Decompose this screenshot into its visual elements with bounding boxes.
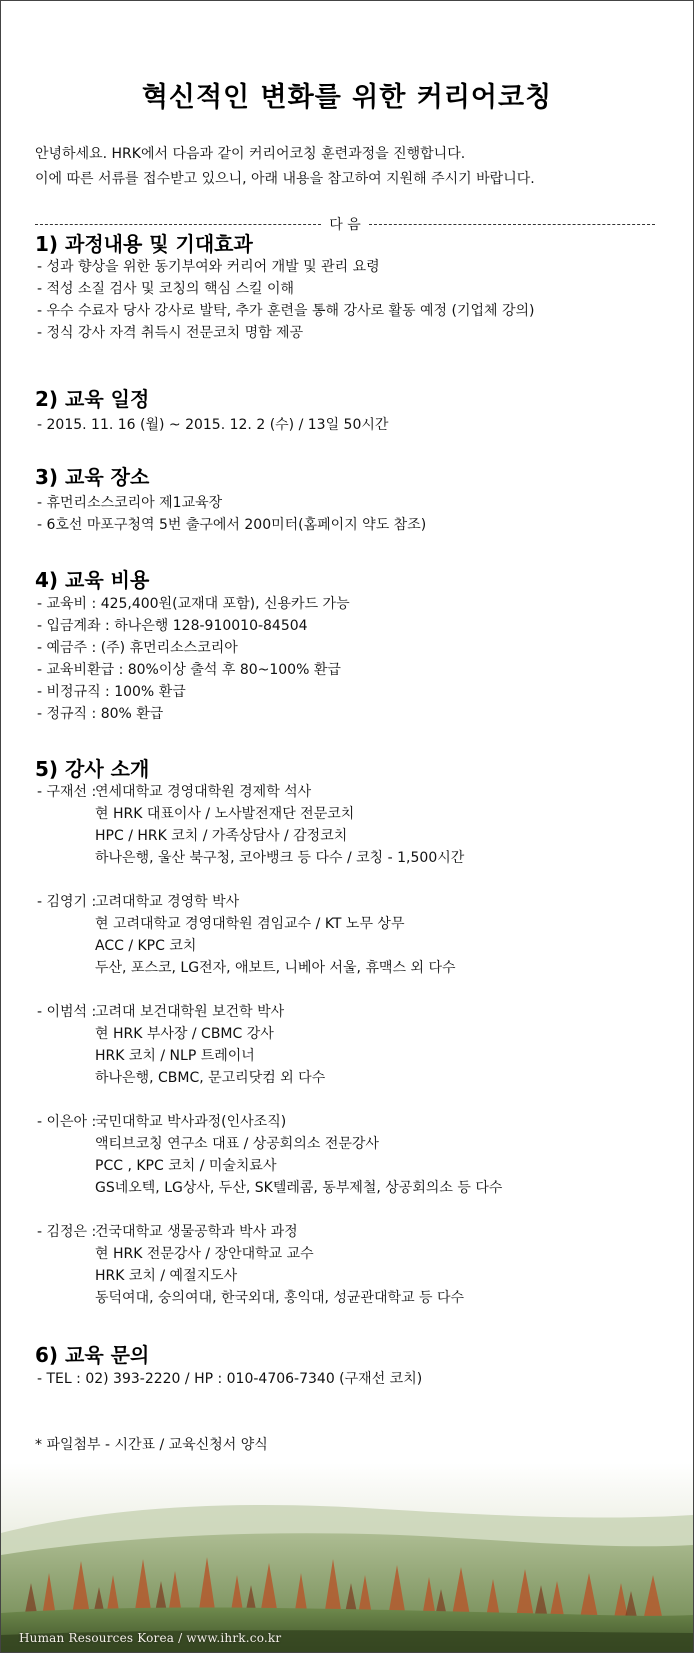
divider-dash-right [369, 224, 655, 225]
location-list [37, 492, 426, 536]
list-item: - 성과 향상을 위한 동기부여와 커리어 개발 및 관리 요령 [37, 259, 380, 275]
instructor-line: 동덕여대, 숭의여대, 한국외대, 홍익대, 성균관대학교 등 다수 [95, 1290, 465, 1306]
instructor-name: - 이범석 : [37, 1004, 97, 1020]
instructor-line: 두산, 포스코, LG전자, 애보트, 니베아 서울, 휴맥스 외 다수 [95, 960, 456, 976]
list-item: - 예금주 : (주) 휴먼리소스코리아 [37, 640, 238, 656]
list-item: - 2015. 11. 16 (월) ~ 2015. 12. 2 (수) / 13일 50시간 [37, 417, 389, 433]
section-heading-instructors: 5) 강사 소개 [35, 757, 150, 781]
list-item: - 비정규직 : 100% 환급 [37, 684, 186, 700]
instructor-line: PCC , KPC 코치 / 미술치료사 [95, 1158, 277, 1174]
instructor-line: 국민대학교 박사과정(인사조직) [95, 1114, 287, 1130]
instructor-line: 고려대 보건대학원 보건학 박사 [95, 1004, 285, 1020]
instructor-line: 현 HRK 전문강사 / 장안대학교 교수 [95, 1246, 314, 1262]
section-heading-schedule: 2) 교육 일정 [35, 387, 150, 411]
course-list [37, 256, 535, 344]
instructor-name: - 김영기 : [37, 894, 97, 910]
inquiry-list [37, 1368, 422, 1390]
section-heading-course: 1) 과정내용 및 기대효과 [35, 232, 253, 256]
instructor-line: 건국대학교 생물공학과 박사 과정 [95, 1224, 298, 1240]
list-item: - 적성 소질 검사 및 코칭의 핵심 스킬 이해 [37, 281, 295, 297]
instructor-name: - 구재선 : [37, 784, 97, 800]
intro-line-1: 안녕하세요. HRK에서 다음과 같이 커리어코칭 훈련과정을 진행합니다. [35, 146, 466, 162]
instructor-block [37, 1221, 464, 1309]
divider-label: 다 음 [329, 217, 361, 233]
page-title: 혁신적인 변화를 위한 커리어코칭 [141, 82, 553, 113]
list-item: - 휴먼리소스코리아 제1교육장 [37, 495, 223, 511]
instructor-line: HRK 코치 / 예절지도사 [95, 1268, 238, 1284]
instructor-block [37, 891, 456, 979]
instructor-line: 액티브코칭 연구소 대표 / 상공회의소 전문강사 [95, 1136, 379, 1152]
section-heading-location: 3) 교육 장소 [35, 465, 150, 489]
instructor-line: HPC / HRK 코치 / 가족상담사 / 감정코치 [95, 828, 348, 844]
schedule-list [37, 414, 388, 436]
section-heading-inquiry: 6) 교육 문의 [35, 1343, 150, 1367]
instructor-block [37, 1001, 325, 1089]
attachment-note: * 파일첨부 - 시간표 / 교육신청서 양식 [35, 1437, 268, 1453]
list-item: - 6호선 마포구청역 5번 출구에서 200미터(홈페이지 약도 참조) [37, 517, 427, 533]
list-item: - 교육비 : 425,400원(교재대 포함), 신용카드 가능 [37, 596, 350, 612]
instructor-line: GS네오텍, LG상사, 두산, SK텔레콤, 동부제철, 상공회의소 등 다수 [95, 1180, 503, 1196]
instructor-line: 현 HRK 대표이사 / 노사발전재단 전문코치 [95, 806, 355, 822]
intro-line-2: 이에 따른 서류를 접수받고 있으니, 아래 내용을 참고하여 지원해 주시기 바랍니다. [35, 171, 535, 187]
instructor-line: 하나은행, 울산 북구청, 코아뱅크 등 다수 / 코칭 - 1,500시간 [95, 850, 465, 866]
cost-list [37, 593, 350, 725]
instructor-block [37, 781, 464, 869]
list-item: - 교육비환급 : 80%이상 출석 후 80~100% 환급 [37, 662, 341, 678]
instructor-line: 연세대학교 경영대학원 경제학 석사 [95, 784, 312, 800]
forest-landscape-image [1, 1463, 693, 1652]
section-heading-cost: 4) 교육 비용 [35, 568, 150, 592]
instructor-line: HRK 코치 / NLP 트레이너 [95, 1048, 255, 1064]
landscape-banner [1, 1463, 693, 1652]
instructor-line: ACC / KPC 코치 [95, 938, 197, 954]
instructor-name: - 김정은 : [37, 1224, 97, 1240]
divider-dash-left [35, 224, 321, 225]
intro-text [35, 142, 535, 192]
banner-caption: Human Resources Korea / www.ihrk.co.kr [19, 1631, 282, 1645]
instructor-line: 현 고려대학교 경영대학원 겸임교수 / KT 노무 상무 [95, 916, 405, 932]
instructor-name: - 이은아 : [37, 1114, 97, 1130]
instructor-line: 현 HRK 부사장 / CBMC 강사 [95, 1026, 274, 1042]
list-item: - 우수 수료자 당사 강사로 발탁, 추가 훈련을 통해 강사로 활동 예정 (기업체 강의) [37, 303, 535, 319]
list-item: - 입금계좌 : 하나은행 128-910010-84504 [37, 618, 308, 634]
instructor-line: 하나은행, CBMC, 문고리닷컴 외 다수 [95, 1070, 326, 1086]
list-item: - 정식 강사 자격 취득시 전문코치 명함 제공 [37, 325, 304, 341]
instructor-block [37, 1111, 502, 1199]
instructor-line: 고려대학교 경영학 박사 [95, 894, 240, 910]
list-item: - TEL : 02) 393-2220 / HP : 010-4706-7340 (구재선 코치) [37, 1371, 423, 1387]
list-item: - 정규직 : 80% 환급 [37, 706, 164, 722]
